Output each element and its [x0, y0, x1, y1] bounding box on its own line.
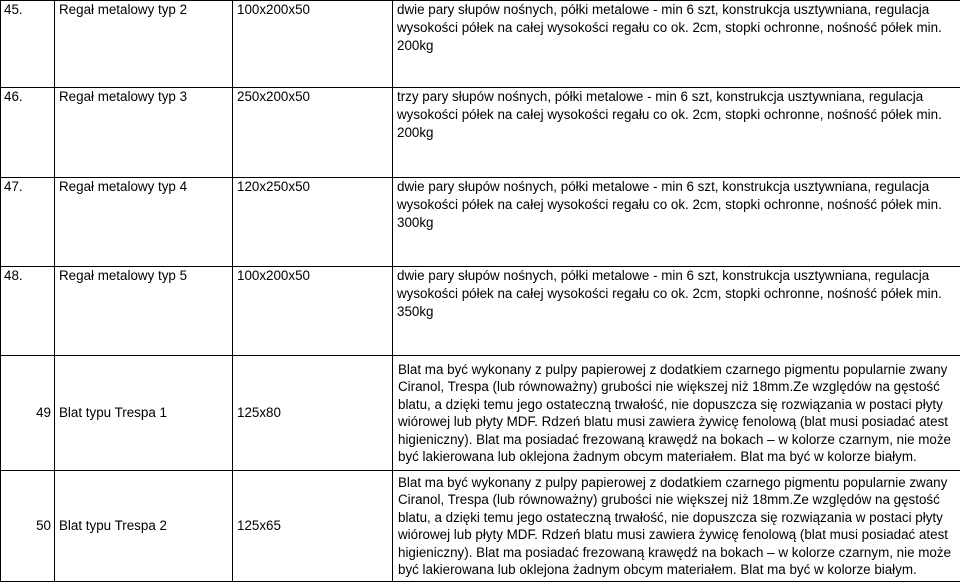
item-size: 100x200x50 [233, 1, 393, 88]
row-number: 47. [1, 178, 55, 267]
item-description: dwie pary słupów nośnych, półki metalowe - min 6 szt, konstrukcja usztywniana, regulacja wysokości półek na całej wysokości regału co ok. 2cm, stopki ochronne, nośność półek min. 300kg [393, 178, 960, 267]
item-size: 250x200x50 [233, 88, 393, 178]
row-number: 46. [1, 88, 55, 178]
row-number: 50 [1, 471, 55, 582]
table-row [1, 178, 960, 267]
item-name: Blat typu Trespa 2 [55, 471, 233, 582]
item-description: dwie pary słupów nośnych, półki metalowe - min 6 szt, konstrukcja usztywniana, regulacja wysokości półek na całej wysokości regału co ok. 2cm, stopki ochronne, nośność półek min. 350kg [393, 267, 960, 356]
item-description: dwie pary słupów nośnych, półki metalowe - min 6 szt, konstrukcja usztywniana, regulacja wysokości półek na całej wysokości regału co ok. 2cm, stopki ochronne, nośność półek min. 200kg [393, 1, 960, 88]
item-size: 125x65 [233, 471, 393, 582]
item-description: trzy pary słupów nośnych, półki metalowe - min 6 szt, konstrukcja usztywniana, regulacja wysokości półek na całej wysokości regału co ok. 2cm, stopki ochronne, nośność półek min. 200kg [393, 88, 960, 178]
item-size: 100x200x50 [233, 267, 393, 356]
table-row [1, 471, 960, 582]
item-name: Blat typu Trespa 1 [55, 356, 233, 471]
item-description: Blat ma być wykonany z pulpy papierowej z dodatkiem czarnego pigmentu popularnie zwany Ciranol, Trespa (lub równoważny) grubości nie większej niż 18mm.Ze względów na gęstość blatu, a dzięki temu jego ostateczną trwałość, nie dopuszcza się rozwiązania w postaci płyty wiórowej lub płyty MDF. Rdzeń blatu musi zawiera żywicę fenolową (blat musi posiadać atest higieniczny). Blat ma posiadać frezowaną krawędź na bokach – w kolorze czarnym, nie może być lakierowana lub oklejona żadnym obcym materiałem. Blat ma być w kolorze białym. [393, 356, 960, 471]
item-name: Regał metalowy typ 3 [55, 88, 233, 178]
table-row [1, 1, 960, 88]
item-name: Regał metalowy typ 5 [55, 267, 233, 356]
table-row [1, 267, 960, 356]
item-name: Regał metalowy typ 4 [55, 178, 233, 267]
item-description: Blat ma być wykonany z pulpy papierowej z dodatkiem czarnego pigmentu popularnie zwany Ciranol, Trespa (lub równoważny) grubości nie większej niż 18mm.Ze względów na gęstość blatu, a dzięki temu jego ostateczną trwałość, nie dopuszcza się rozwiązania w postaci płyty wiórowej lub płyty MDF. Rdzeń blatu musi zawiera żywicę fenolową (blat musi posiadać atest higieniczny). Blat ma posiadać frezowaną krawędź na bokach – w kolorze czarnym, nie może być lakierowana lub oklejona żadnym obcym materiałem. Blat ma być w kolorze białym. [393, 471, 960, 582]
row-number: 45. [1, 1, 55, 88]
row-number: 49 [1, 356, 55, 471]
table-row [1, 88, 960, 178]
row-number: 48. [1, 267, 55, 356]
item-size: 125x80 [233, 356, 393, 471]
item-size: 120x250x50 [233, 178, 393, 267]
item-name: Regał metalowy typ 2 [55, 1, 233, 88]
table-row [1, 356, 960, 471]
